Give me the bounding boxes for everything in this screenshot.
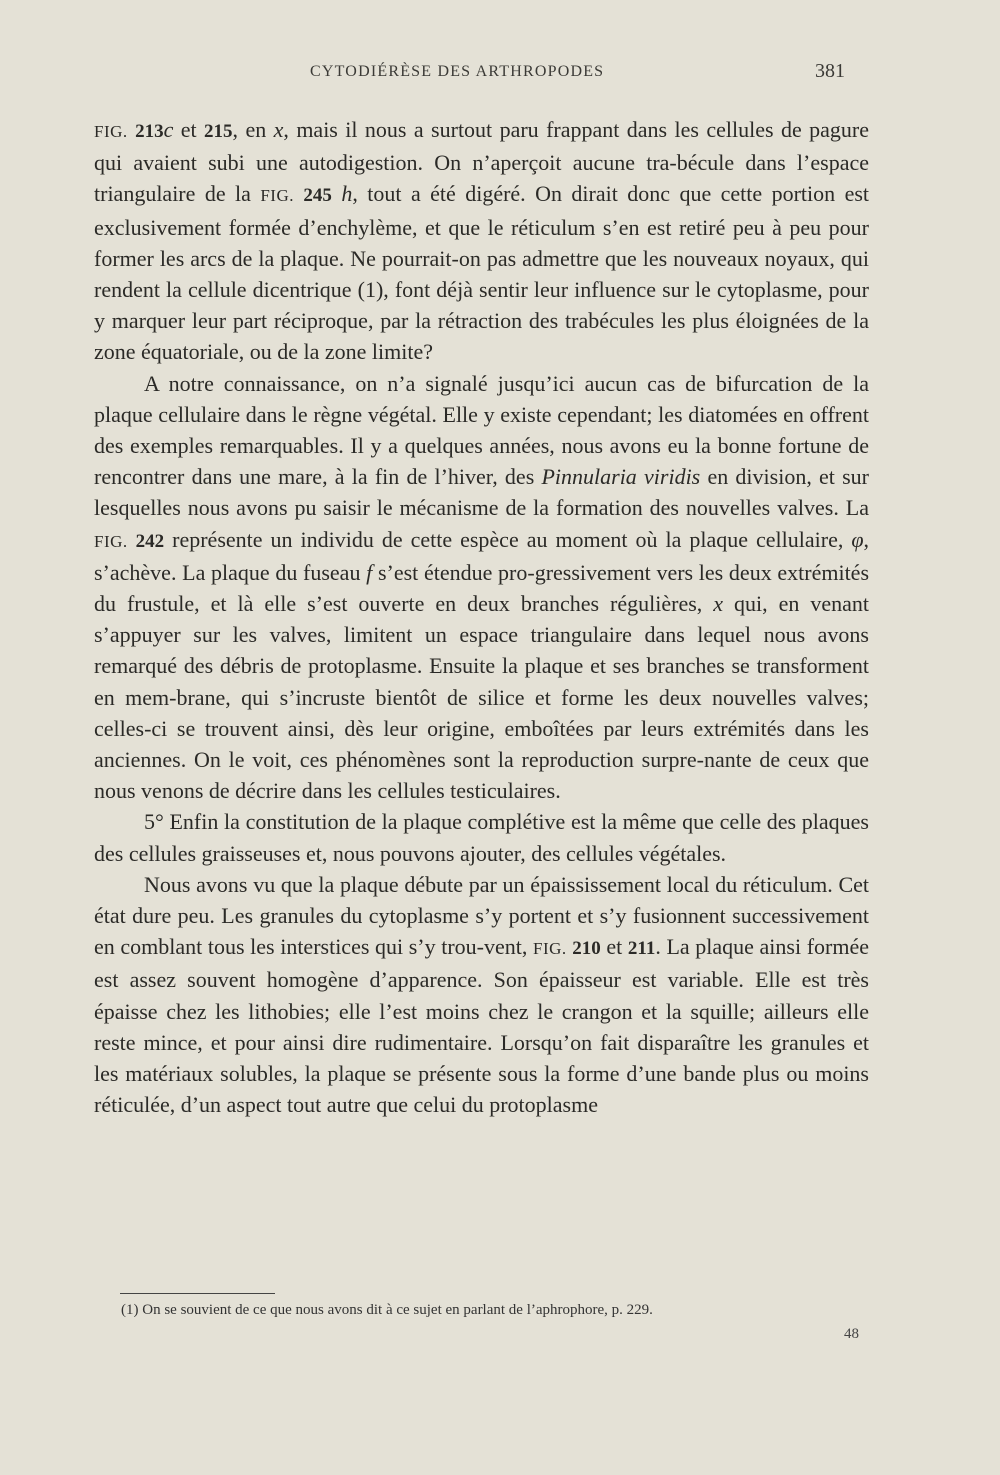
text-run: , tout a été digéré. On dirait donc que cette portion est exclusivement formée d’enchylème, et que le réticulum s’en est retiré peu à peu pour former les arcs de la plaque. Ne pourrait-on pas admettre que les nouveaux noyaux, qui rendent la cellule dicentrique (1), font déjà sentir leur influence sur le cytoplasme, pour y marquer leur part réciproque, par la rétraction des trabécules les plus éloignées de la zone équatoriale, ou de la zone limite? <box>94 181 870 365</box>
fig-ref-letter: c <box>163 117 174 142</box>
paragraph-4 <box>94 869 869 1121</box>
text-run <box>294 181 303 206</box>
figure-letter: f <box>366 559 373 585</box>
footnote-divider <box>120 1293 275 1294</box>
fig-ref-number: 213 <box>135 121 164 142</box>
running-title: CYTODIÉRÈSE DES ARTHROPODES <box>310 63 605 80</box>
fig-ref-number: 210 <box>572 938 601 960</box>
fig-ref-label: FIG. <box>94 531 128 551</box>
fig-ref-number: 245 <box>303 185 332 207</box>
paragraph-3: 5° Enfin la constitution de la plaque complétive est la même que celle des plaques des cellules graisseuses et, nous pouvons ajouter, des cellules végétales. <box>94 809 869 866</box>
text-run: , s’achève. La plaque du fuseau <box>94 526 870 585</box>
text-run: et <box>600 934 628 960</box>
text-run: et <box>173 117 205 142</box>
body-text <box>94 114 869 1121</box>
figure-letter: x <box>713 591 724 617</box>
fig-ref-label: FIG. <box>260 186 294 206</box>
figure-letter: h <box>341 181 353 207</box>
text-run: A notre connaissance, on n’a signalé jusqu’ici aucun cas de bifurcation de la plaque cellulaire dans le règne végétal. Elle y existe cependant; les diatomées en offrent des exemples remarquables. Il y a quelques années, nous avons eu la bonne fortune de rencontrer dans une mare, à la fin de l’hiver, des <box>94 370 869 490</box>
text-run: , mais il nous a surtout paru frappant dans les cellules de pagure qui avaient subi une autodigestion. On n’aperçoit aucune tra-bécule dans l’espace triangulaire de la <box>94 117 870 207</box>
paragraph-1 <box>94 114 869 368</box>
paragraph-2 <box>94 368 869 807</box>
text-run <box>128 527 136 552</box>
text-run: s’est étendue pro-gressivement vers les deux extrémités du frustule, et là elle s’est ouverte en deux branches régulières, <box>94 559 870 617</box>
text-run: qui, en venant s’appuyer sur les valves, limitent un espace triangulaire dans lequel nous avons remarqué des débris de protoplasme. Ensuite la plaque et ses branches se transforment en mem-brane, qui s’incruste bientôt de silice et forme les deux nouvelles valves; celles-ci se trouvent ainsi, dès leur origine, emboîtées par leurs extrémités dans les anciennes. On le voit, ces phénomènes sont la reproduction surpre-nante de ceux que nous venons de décrire dans les cellules testiculaires. <box>94 591 869 804</box>
signature-mark: 48 <box>844 1326 859 1342</box>
fig-ref-number: 211 <box>627 938 656 960</box>
fig-ref-number: 215 <box>204 121 233 142</box>
page-number: 381 <box>815 60 845 82</box>
text-run <box>332 181 341 206</box>
text-run: en division, et sur lesquelles nous avons pu saisir le mécanisme de la formation des nouvelles valves. La <box>94 464 870 521</box>
figure-letter: φ <box>851 526 864 552</box>
text-run: . La plaque ainsi formée est assez souvent homogène d’apparence. Son épaisseur est variable. Elle est très épaisse chez les lithobies; elle l’est moins chez le crangon et la squille; ailleurs elle reste mince, et pour ainsi dire rudimentaire. Lorsqu’on fait disparaître les granules et les matériaux solubles, la plaque se présente sous la forme d’une bande plus ou moins réticulée, d’un aspect tout autre que celui du protoplasme <box>94 934 869 1118</box>
text-run: représente un individu de cette espèce au moment où la plaque cellulaire, <box>164 526 852 552</box>
fig-ref-label: FIG. <box>533 939 567 959</box>
figure-letter: x <box>273 117 284 142</box>
species-name: Pinnularia viridis <box>541 464 701 490</box>
text-run: Nous avons vu que la plaque débute par un épaississement local du réticulum. Cet état dure peu. Les granules du cytoplasme s’y portent et s’y fusionnent successivement en comblant tous les interstices qui s’y trou-vent, <box>94 871 869 960</box>
fig-ref-number: 242 <box>135 530 165 552</box>
footnote: (1) On se souvient de ce que nous avons dit à ce sujet en parlant de l’aphrophore, p. 229. <box>121 1302 653 1318</box>
fig-ref-label: FIG. <box>94 122 128 141</box>
text-run: , en <box>232 117 274 142</box>
text-run <box>128 117 135 142</box>
